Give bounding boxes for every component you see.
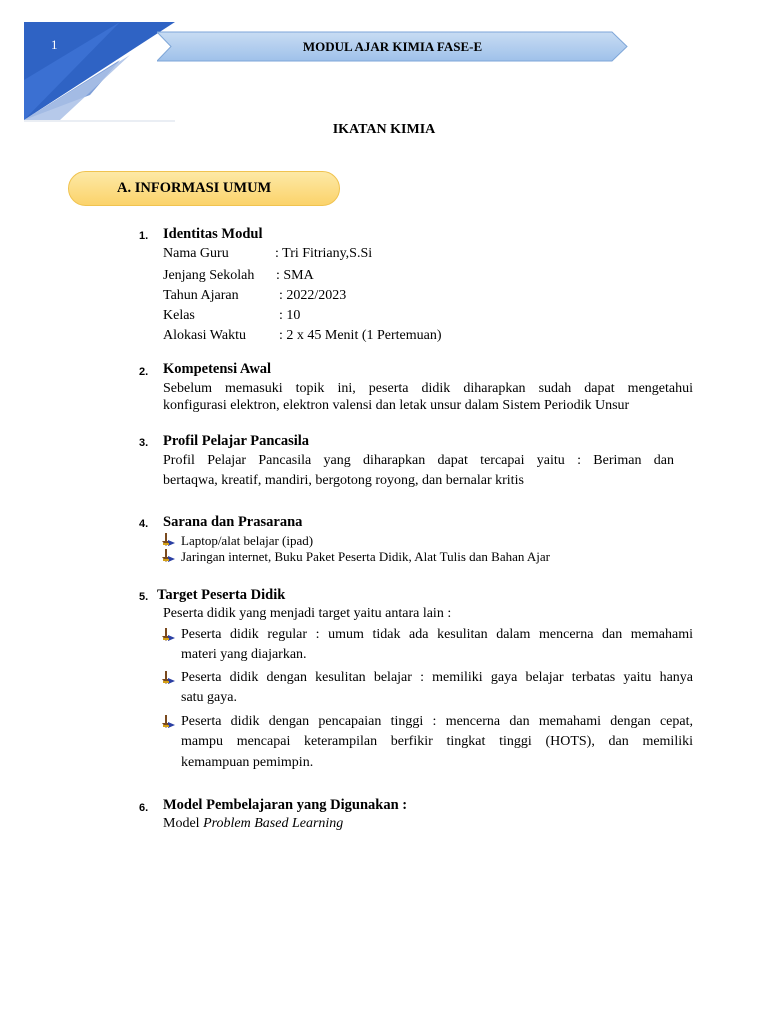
section-heading: A. INFORMASI UMUM — [117, 180, 272, 196]
item-heading: Sarana dan Prasarana — [163, 514, 303, 530]
item-number: 2. — [139, 366, 149, 378]
field-value: : 2 x 45 Menit (1 Pertemuan) — [279, 328, 442, 343]
bullet-text: Laptop/alat belajar (ipad) — [181, 533, 314, 548]
paragraph-line: Profil Pelajar Pancasila yang diharapkan dapat tercapai yaitu : Beriman dan — [163, 453, 674, 468]
item-number: 3. — [139, 437, 149, 449]
model-line — [163, 816, 343, 832]
bullet-text: Jaringan internet, Buku Paket Peserta Didik, Alat Tulis dan Bahan Ajar — [181, 549, 551, 564]
field-label: Alokasi Waktu — [163, 328, 246, 343]
document-title: IKATAN KIMIA — [332, 122, 436, 137]
item-heading: Target Peserta Didik — [157, 587, 286, 603]
bullet-text: Peserta didik dengan kesulitan belajar : memiliki gaya belajar terbatas yaitu hanya — [181, 670, 693, 685]
bullet-text: Peserta didik regular : umum tidak ada kesulitan dalam mencerna dan memahami — [181, 627, 693, 642]
bullet-text: satu gaya. — [181, 690, 237, 705]
paragraph-line: Peserta didik yang menjadi target yaitu antara lain : — [163, 606, 452, 621]
item-number: 5. — [139, 591, 149, 603]
item-heading: Kompetensi Awal — [163, 361, 272, 377]
item-heading: Model Pembelajaran yang Digunakan : — [163, 797, 408, 813]
model-name: Problem Based Learning — [203, 816, 344, 831]
paragraph-line: Sebelum memasuki topik ini, peserta didik diharapkan sudah dapat mengetahui — [163, 381, 693, 396]
field-value: : 10 — [279, 308, 301, 323]
bullet-text: materi yang diajarkan. — [181, 647, 307, 662]
arrow-bullet-icon — [162, 549, 176, 563]
bullet-text: Peserta didik dengan pencapaian tinggi : mencerna dan memahami dengan cepat, — [181, 714, 693, 729]
arrow-bullet-icon — [162, 628, 176, 642]
corner-decoration — [0, 0, 180, 125]
field-label: Tahun Ajaran — [163, 288, 239, 303]
field-value: : Tri Fitriany,S.Si — [275, 246, 373, 261]
field-label: Jenjang Sekolah — [163, 268, 255, 283]
field-label: Nama Guru — [163, 246, 229, 261]
paragraph-line: bertaqwa, kreatif, mandiri, bergotong royong, dan bernalar kritis — [163, 473, 524, 488]
banner-title: MODUL AJAR KIMIA FASE-E — [302, 39, 483, 54]
model-prefix: Model — [163, 816, 200, 831]
item-number: 6. — [139, 802, 149, 814]
arrow-bullet-icon — [162, 671, 176, 685]
item-number: 1. — [139, 230, 149, 242]
bullet-text: kemampuan pemimpin. — [181, 755, 314, 770]
paragraph-line: konfigurasi elektron, elektron valensi dan letak unsur dalam Sistem Periodik Unsur — [163, 398, 630, 413]
field-value: : SMA — [276, 268, 314, 283]
item-heading: Identitas Modul — [163, 226, 263, 242]
bullet-text: mampu mencapai keterampilan berfikir tingkat tinggi (HOTS), dan memiliki — [181, 734, 693, 749]
arrow-bullet-icon — [162, 533, 176, 547]
arrow-bullet-icon — [162, 715, 176, 729]
page-number: 1 — [51, 37, 58, 52]
item-number: 4. — [139, 518, 149, 530]
field-value: : 2022/2023 — [279, 288, 347, 303]
item-heading: Profil Pelajar Pancasila — [163, 433, 310, 449]
field-label: Kelas — [163, 308, 195, 323]
